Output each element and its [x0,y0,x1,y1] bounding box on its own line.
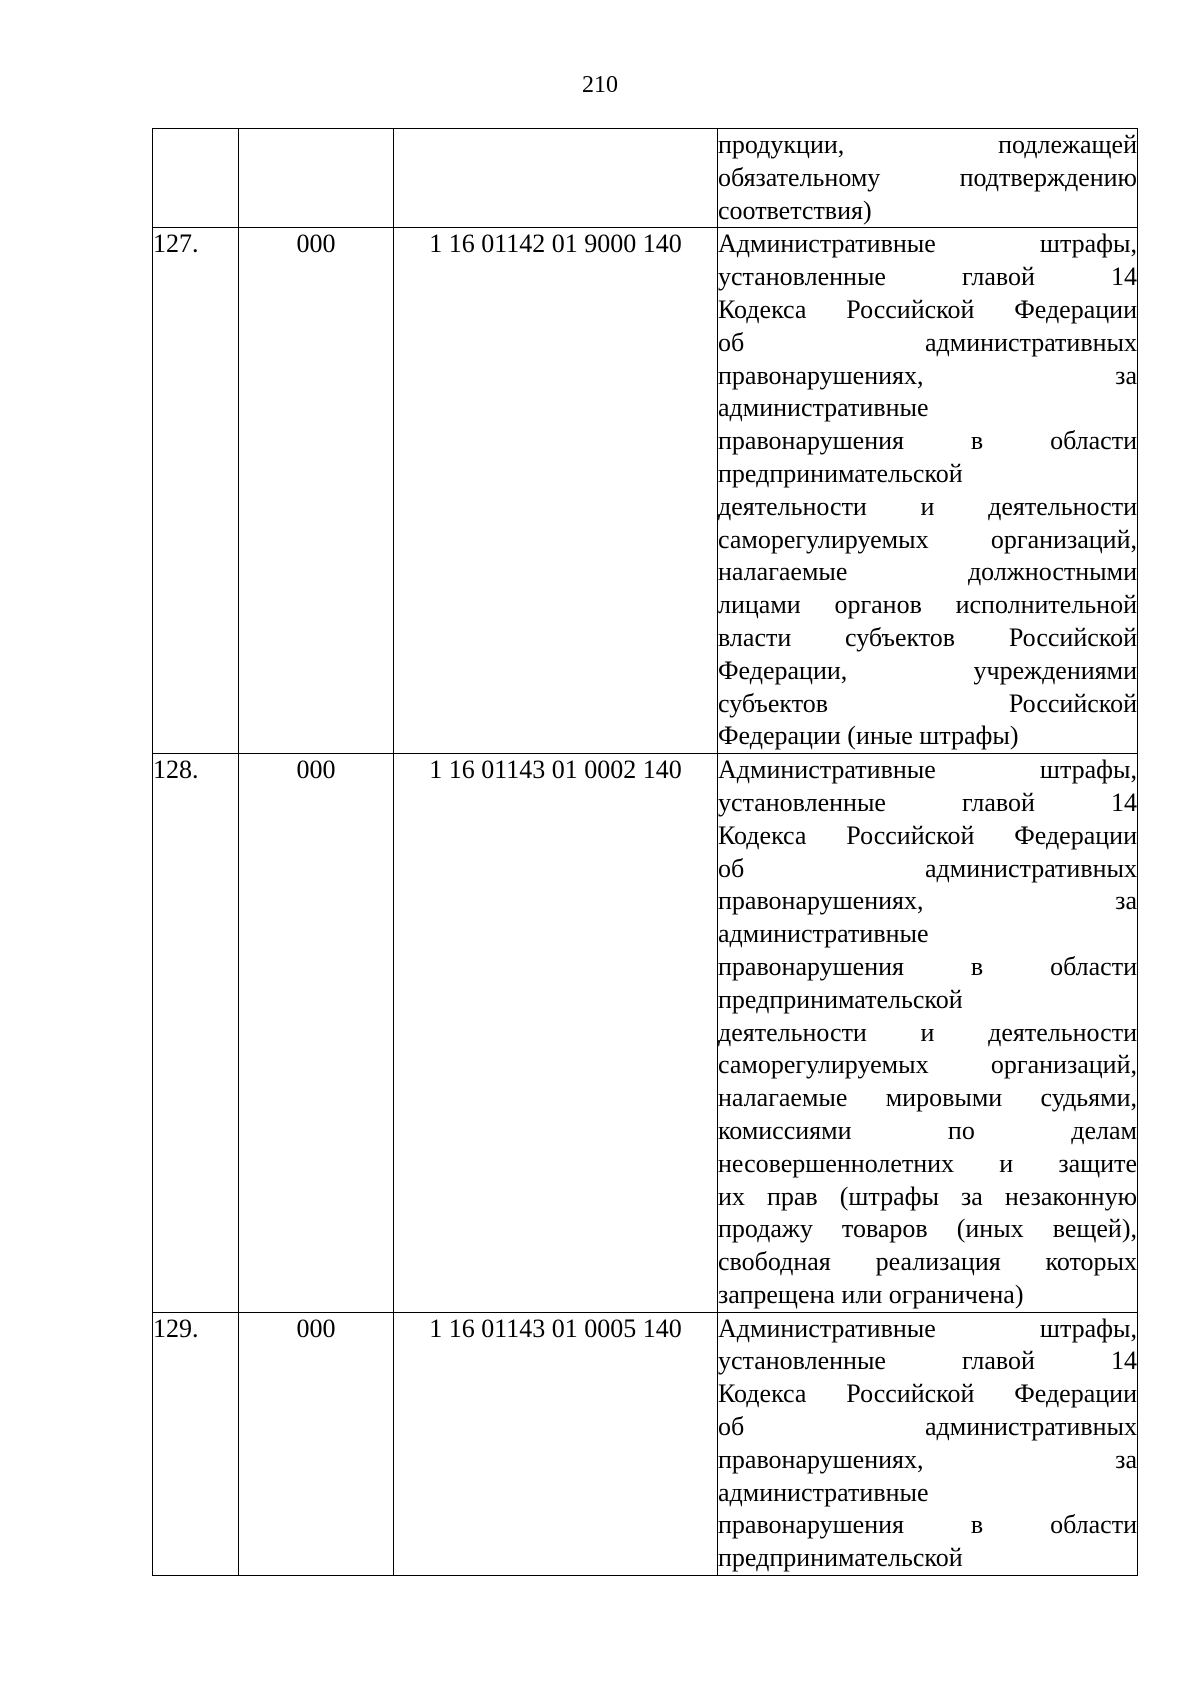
description-line: правонарушения в области [718,951,1137,981]
administrator-code-cell: 000 [239,228,394,754]
budget-classification-code-cell: 1 16 01143 01 0002 140 [394,754,718,1313]
description-line: власти субъектов Российской [718,622,1137,652]
description-line: установленные главой 14 [718,1346,1137,1376]
row-number-cell: 127. [153,228,239,754]
description-line: Федерации, учреждениями [718,655,1137,685]
description-line: налагаемые должностными [718,557,1137,587]
description-line: об административных [718,327,1137,357]
administrator-code-cell: 000 [239,1312,394,1575]
description-line: налагаемые мировыми судьями, [718,1083,1137,1113]
description-line: административные [718,1477,929,1507]
description-line: предпринимательской [718,458,963,488]
description-line: административные [718,393,929,423]
description-line: об административных [718,853,1137,883]
description-line: Федерации (иные штрафы) [718,721,1019,751]
description-line: Административные штрафы, [718,755,1137,785]
description-line: свободная реализация которых [718,1247,1137,1277]
administrator-code-cell: 000 [239,754,394,1313]
description-line: субъектов Российской [718,688,1137,718]
page-number: 210 [582,72,618,98]
table-row [153,1312,1138,1575]
description-line: запрещена или ограничена) [718,1279,1024,1309]
description-line: предпринимательской [718,1543,963,1573]
description-line: установленные главой 14 [718,262,1137,292]
description-line: Кодекса Российской Федерации [718,294,1137,324]
budget-classification-code-cell: 1 16 01143 01 0005 140 [394,1312,718,1575]
description-line: установленные главой 14 [718,787,1137,817]
description-line: правонарушениях, за [718,1444,1137,1474]
description-line: правонарушения в области [718,1510,1137,1540]
table-row [153,228,1138,754]
description-line: правонарушениях, за [718,360,1137,390]
description-line: правонарушения в области [718,426,1137,456]
description-line: административные [718,919,929,949]
description-line: саморегулируемых организаций, [718,524,1137,554]
administrator-code-cell [239,129,394,228]
description-line: правонарушениях, за [718,886,1137,916]
row-number-cell: 128. [153,754,239,1313]
description-cell [718,228,1138,754]
description-line: об административных [718,1412,1137,1442]
budget-classification-code-cell: 1 16 01142 01 9000 140 [394,228,718,754]
description-line: саморегулируемых организаций, [718,1050,1137,1080]
description-line: Административные штрафы, [718,229,1137,259]
description-line: Кодекса Российской Федерации [718,1379,1137,1409]
description-line: несовершеннолетних и защите [718,1148,1137,1178]
row-number-cell: 129. [153,1312,239,1575]
description-cell [718,1312,1138,1575]
description-line: деятельности и деятельности [718,491,1137,521]
description-cell [718,129,1138,228]
table-row [153,754,1138,1313]
description-line: соответствия) [718,195,872,225]
description-line: лицами органов исполнительной [718,590,1137,620]
description-line: предпринимательской [718,984,963,1014]
description-line: деятельности и деятельности [718,1017,1137,1047]
description-line: Кодекса Российской Федерации [718,820,1137,850]
table-row [153,129,1138,228]
row-number-cell [153,129,239,228]
budget-classification-code-cell [394,129,718,228]
description-line: Административные штрафы, [718,1313,1137,1343]
budget-codes-table [152,128,1138,1576]
description-line: их прав (штрафы за незаконную [718,1181,1137,1211]
description-line: комиссиями по делам [718,1115,1137,1145]
description-line: продажу товаров (иных вещей), [718,1214,1137,1244]
description-line: обязательному подтверждению [718,162,1137,192]
description-cell [718,754,1138,1313]
description-line: продукции, подлежащей [718,130,1137,159]
table-body [153,129,1138,1576]
